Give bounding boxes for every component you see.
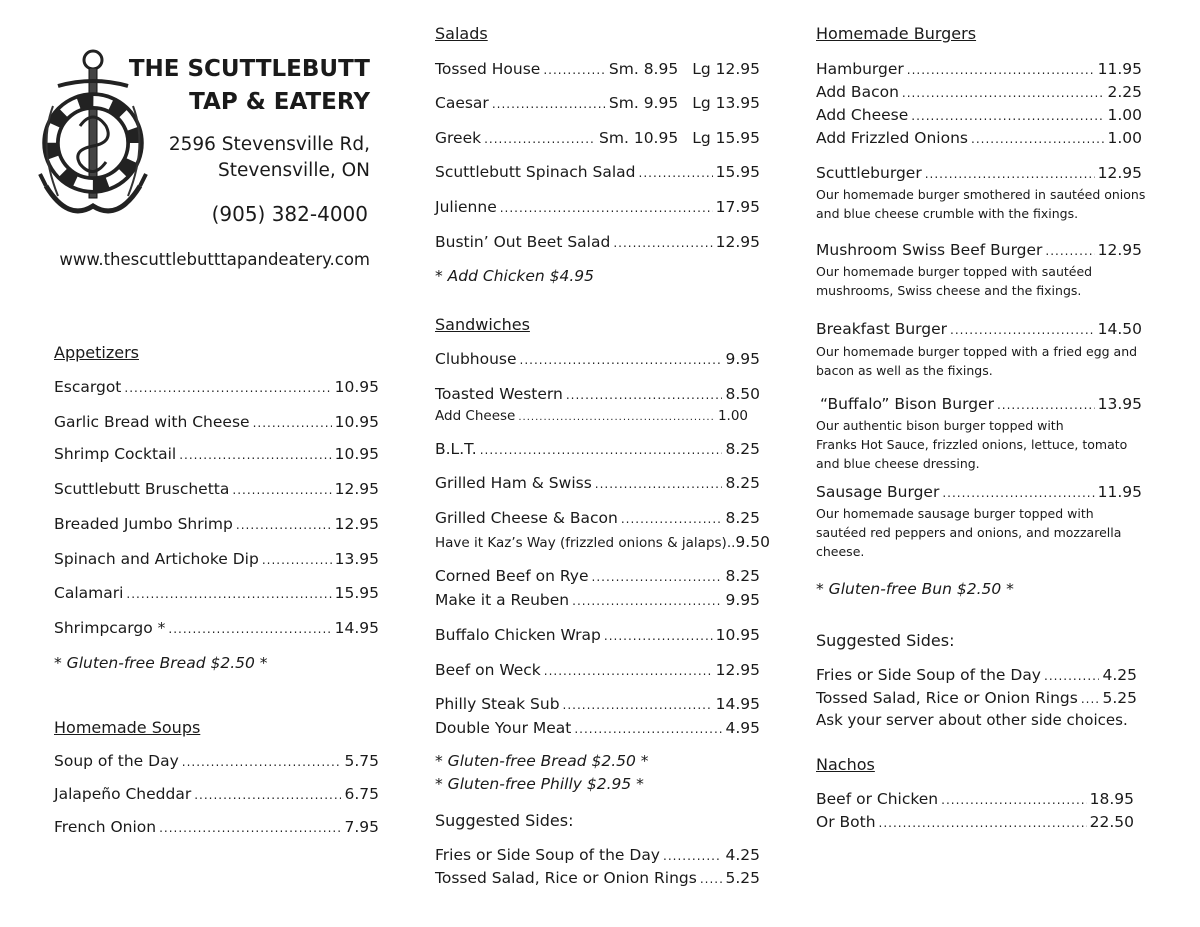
- item-name: Scuttlebutt Spinach Salad: [435, 163, 636, 181]
- suggested-sides-heading: Suggested Sides:: [435, 811, 574, 830]
- gluten-free-bread-note: * Gluten-free Bread $2.50 *: [435, 752, 649, 770]
- item-name: Soup of the Day: [54, 752, 179, 770]
- menu-item: [816, 83, 1142, 105]
- menu-item: [54, 480, 379, 502]
- restaurant-name-line2: TAP & EATERY: [189, 89, 370, 115]
- menu-item: [435, 719, 760, 741]
- item-name: Sausage Burger: [816, 483, 940, 501]
- menu-item: [435, 163, 760, 185]
- menu-item: [54, 378, 379, 400]
- item-name: Add Cheese: [435, 408, 516, 424]
- item-name: Bustin’ Out Beet Salad: [435, 233, 611, 251]
- menu-item: [435, 60, 760, 82]
- item-price: 5.75: [344, 752, 379, 770]
- menu-item: [54, 785, 379, 807]
- menu-item: [54, 515, 379, 537]
- item-price-small: Sm. 9.95: [608, 94, 679, 112]
- item-price: 12.95: [334, 515, 379, 533]
- item-name: Beef on Weck: [435, 661, 541, 679]
- item-price: 14.50: [1097, 320, 1142, 338]
- item-price: 15.95: [334, 584, 379, 602]
- website-url: www.thescuttlebutttapandeatery.com: [59, 250, 370, 269]
- item-name: Double Your Meat: [435, 719, 572, 737]
- item-name: Scuttleburger: [816, 164, 922, 182]
- menu-item: [435, 474, 760, 496]
- item-price: 8.25: [725, 440, 760, 458]
- item-name: Philly Steak Sub: [435, 695, 560, 713]
- menu-item: [816, 241, 1142, 263]
- item-description: Our homemade burger smothered in sautéed onions and blue cheese crumble with the fixings.: [816, 187, 1146, 221]
- item-name: Breaded Jumbo Shrimp: [54, 515, 233, 533]
- menu-item: [54, 818, 379, 840]
- item-name: Grilled Ham & Swiss: [435, 474, 592, 492]
- item-price: 12.95: [715, 661, 760, 679]
- item-name: Add Bacon: [816, 83, 899, 101]
- item-description: Our homemade burger topped with sautéed mushrooms, Swiss cheese and the fixings.: [816, 264, 1093, 298]
- item-price: 1.00: [1107, 129, 1142, 147]
- item-price: 15.95: [715, 163, 760, 181]
- side-item: [435, 846, 760, 868]
- menu-item: [435, 385, 760, 407]
- item-name: Corned Beef on Rye: [435, 567, 589, 585]
- item-price: 4.95: [725, 719, 760, 737]
- item-name: Fries or Side Soup of the Day: [435, 846, 660, 864]
- item-name: Garlic Bread with Cheese: [54, 413, 250, 431]
- item-name: Tossed Salad, Rice or Onion Rings: [435, 869, 697, 887]
- item-name: Add Frizzled Onions: [816, 129, 968, 147]
- item-name: Hamburger: [816, 60, 904, 78]
- appetizers-heading: Appetizers: [54, 343, 139, 362]
- item-name: Toasted Western: [435, 385, 563, 403]
- item-name: Shrimp Cocktail: [54, 445, 177, 463]
- item-name: Clubhouse: [435, 350, 517, 368]
- item-price-large: Lg 15.95: [692, 129, 760, 147]
- menu-item: [435, 591, 760, 613]
- item-price: 8.50: [725, 385, 760, 403]
- menu-item: [816, 60, 1142, 82]
- item-name: Make it a Reuben: [435, 591, 570, 609]
- item-price: 10.95: [715, 626, 760, 644]
- item-price: 9.95: [725, 350, 760, 368]
- item-price-large: Lg 13.95: [692, 94, 760, 112]
- item-name: Add Cheese: [816, 106, 909, 124]
- address-line2: Stevensville, ON: [218, 160, 370, 181]
- item-price: 8.25: [725, 509, 760, 527]
- address-line1: 2596 Stevensville Rd,: [168, 134, 370, 155]
- menu-item: [435, 408, 748, 430]
- item-price: 12.95: [1097, 241, 1142, 259]
- add-chicken-note: * Add Chicken $4.95: [435, 267, 594, 285]
- suggested-sides-heading: Suggested Sides:: [816, 631, 955, 650]
- item-name: “Buffalo” Bison Burger: [820, 395, 994, 413]
- item-price-small: Sm. 10.95: [599, 129, 679, 147]
- item-price: 17.95: [715, 198, 760, 216]
- menu-item: [820, 395, 1142, 417]
- menu-item: [54, 619, 379, 641]
- item-name: Fries or Side Soup of the Day: [816, 666, 1041, 684]
- item-price: 8.25: [725, 474, 760, 492]
- item-price-small: Sm. 8.95: [608, 60, 679, 78]
- item-price: 13.95: [1097, 395, 1142, 413]
- menu-item: [54, 413, 379, 435]
- item-price: 1.00: [717, 408, 748, 424]
- gluten-free-note: * Gluten-free Bread $2.50 *: [54, 654, 268, 672]
- menu-item: [816, 320, 1142, 342]
- menu-item: [435, 440, 760, 462]
- item-price: 14.95: [334, 619, 379, 637]
- sides-note: Ask your server about other side choices.: [816, 711, 1128, 729]
- item-name: Julienne: [435, 198, 497, 216]
- item-price: 12.95: [1097, 164, 1142, 182]
- burgers-heading: Homemade Burgers: [816, 24, 977, 43]
- item-name: Spinach and Artichoke Dip: [54, 550, 259, 568]
- item-price: 7.95: [344, 818, 379, 836]
- menu-item: [435, 509, 760, 531]
- side-item: [816, 689, 1137, 711]
- item-name: Grilled Cheese & Bacon: [435, 509, 618, 527]
- item-price: 4.25: [725, 846, 760, 864]
- item-name: Tossed Salad, Rice or Onion Rings: [816, 689, 1078, 707]
- item-name: Scuttlebutt Bruschetta: [54, 480, 230, 498]
- item-price: 9.95: [725, 591, 760, 609]
- sandwiches-heading: Sandwiches: [435, 315, 530, 334]
- item-price: 2.25: [1107, 83, 1142, 101]
- item-name: Shrimpcargo *: [54, 619, 166, 637]
- menu-item: [435, 533, 770, 555]
- item-name: Tossed House: [435, 60, 541, 78]
- item-name: French Onion: [54, 818, 157, 836]
- gluten-free-philly-note: * Gluten-free Philly $2.95 *: [435, 775, 644, 793]
- menu-item: [435, 661, 760, 683]
- item-price: 22.50: [1089, 813, 1134, 831]
- item-name: Have it Kaz’s Way (frizzled onions & jalaps)..: [435, 535, 736, 551]
- item-name: Beef or Chicken: [816, 790, 939, 808]
- phone-number: (905) 382-4000: [211, 202, 368, 226]
- menu-item: [816, 129, 1142, 151]
- item-name: Mushroom Swiss Beef Burger: [816, 241, 1043, 259]
- menu-item: [435, 233, 760, 255]
- item-description: Our homemade burger topped with a fried egg and bacon as well as the fixings.: [816, 344, 1138, 378]
- item-name: Escargot: [54, 378, 122, 396]
- item-name: Buffalo Chicken Wrap: [435, 626, 601, 644]
- item-price: 5.25: [1102, 689, 1137, 707]
- item-name: Breakfast Burger: [816, 320, 948, 338]
- menu-item: [816, 790, 1134, 812]
- item-name: Calamari: [54, 584, 124, 602]
- menu-item: [54, 752, 379, 774]
- item-price: 14.95: [715, 695, 760, 713]
- item-price: 11.95: [1097, 483, 1142, 501]
- menu-item: [816, 483, 1142, 505]
- item-price-large: Lg 12.95: [692, 60, 760, 78]
- menu-item: [435, 350, 760, 372]
- item-name: Jalapeño Cheddar: [54, 785, 192, 803]
- item-name: Caesar: [435, 94, 489, 112]
- nachos-heading: Nachos: [816, 755, 875, 774]
- item-name: B.L.T.: [435, 440, 477, 458]
- menu-item: [54, 445, 379, 467]
- menu-item: [435, 626, 760, 648]
- item-price: 10.95: [334, 413, 379, 431]
- menu-item: [435, 94, 760, 116]
- item-price: 11.95: [1097, 60, 1142, 78]
- menu-item: [816, 106, 1142, 128]
- item-price: 6.75: [344, 785, 379, 803]
- item-price: 10.95: [334, 378, 379, 396]
- item-price: 13.95: [334, 550, 379, 568]
- item-description: Our authentic bison burger topped with Franks Hot Sauce, frizzled onions, lettuce, tomato and blue cheese dressing.: [816, 418, 1128, 471]
- menu-item: [54, 550, 379, 572]
- menu-item: [816, 164, 1142, 186]
- restaurant-name-line1: THE SCUTTLEBUTT: [128, 56, 370, 82]
- item-price: 5.25: [725, 869, 760, 887]
- soups-heading: Homemade Soups: [54, 718, 201, 737]
- item-price: 1.00: [1107, 106, 1142, 124]
- menu-item: [54, 584, 379, 606]
- item-price: 9.50: [735, 533, 770, 551]
- menu-item: [435, 567, 760, 589]
- side-item: [816, 666, 1137, 688]
- side-item: [435, 869, 760, 891]
- menu-item: [816, 813, 1134, 835]
- item-price: 12.95: [334, 480, 379, 498]
- item-description: Our homemade sausage burger topped with sautéed red peppers and onions, and mozzarella cheese.: [816, 506, 1122, 559]
- item-name: Or Both: [816, 813, 876, 831]
- item-price: 8.25: [725, 567, 760, 585]
- menu-item: [435, 198, 760, 220]
- salads-heading: Salads: [435, 24, 488, 43]
- gluten-free-bun-note: * Gluten-free Bun $2.50 *: [816, 580, 1014, 598]
- item-name: Greek: [435, 129, 482, 147]
- menu-item: [435, 129, 760, 151]
- item-price: 18.95: [1089, 790, 1134, 808]
- item-price: 12.95: [715, 233, 760, 251]
- item-price: 4.25: [1102, 666, 1137, 684]
- menu-item: [435, 695, 760, 717]
- item-price: 10.95: [334, 445, 379, 463]
